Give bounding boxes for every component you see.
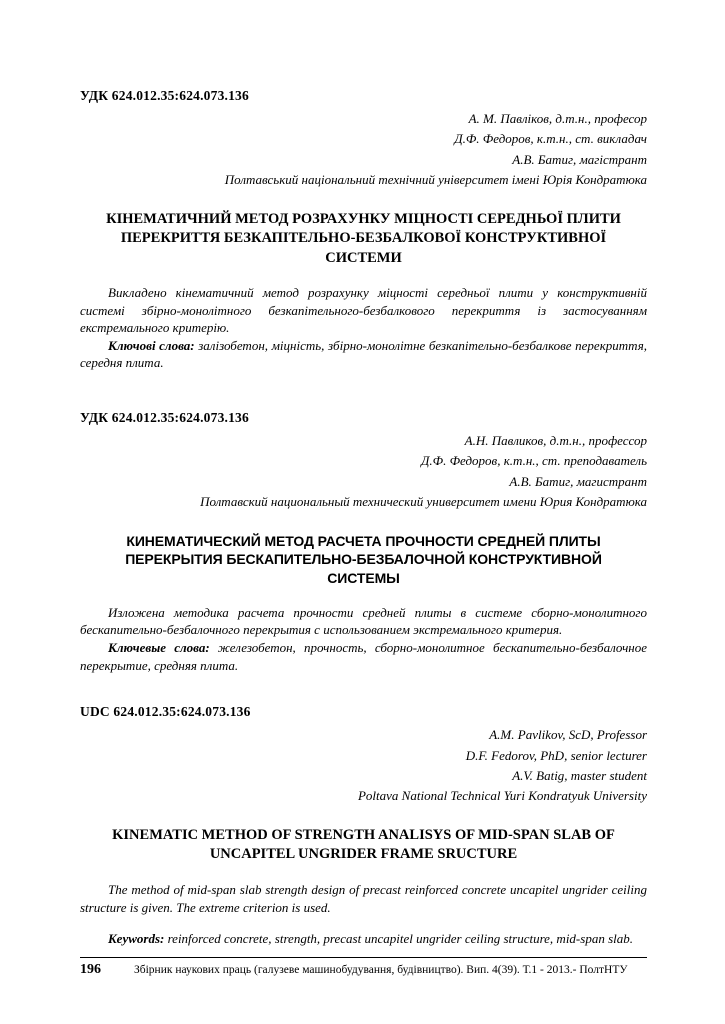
abstract-english: The method of mid-span slab strength design of precast reinforced concrete uncapitel ungrider ceiling structure is given. The extreme criterion is used.: [80, 881, 647, 915]
page-footer: [80, 957, 647, 978]
keywords-text-english: reinforced concrete, strength, precast uncapitel ungrider ceiling structure, mid-span slab.: [167, 930, 633, 946]
abstract-russian: Изложена методика расчета прочности средней плиты в системе сборно-монолитного бескапительно-безбалочного перекрытия с использованием экстремального критерия.: [80, 604, 647, 638]
author-line: D.F. Fedorov, PhD, senior lecturer: [465, 747, 647, 763]
section-russian: [80, 410, 647, 674]
udc-line-russian: УДК 624.012.35:624.073.136: [80, 409, 249, 425]
keywords-ukrainian: [80, 337, 647, 372]
affiliation-ukrainian: Полтавський національний технічний університет імені Юрія Кондратюка: [224, 172, 647, 188]
footer-divider: [80, 957, 647, 958]
abstract-ukrainian: Викладено кінематичний метод розрахунку міцності середньої плити у конструктивній системі збірно-монолітного безкапітельного-безбалкового перекриття із застосуванням екстремального критерію.: [80, 285, 647, 336]
affiliation-russian: Полтавский национальный технический университет имени Юрия Кондратюка: [200, 494, 647, 510]
keywords-text-russian: железобетон, прочность, сборно-монолитное бескапительно-безбалочное перекрытие, средняя плита.: [80, 639, 647, 673]
page-number: 196: [80, 962, 101, 977]
keywords-label-ukrainian: Ключові слова:: [108, 337, 195, 353]
article-title-english: KINEMATIC METHOD OF STRENGTH ANALISYS OF MID-SPAN SLAB OF UNCAPITEL UNGRIDER FRAME SRUCTURE: [112, 826, 615, 863]
keywords-russian: [80, 639, 647, 674]
author-line: A.M. Pavlikov, ScD, Professor: [489, 727, 647, 743]
keywords-english: [80, 930, 647, 948]
keywords-label-russian: Ключевые слова:: [108, 639, 210, 655]
section-ukrainian: [80, 88, 647, 372]
keywords-text-ukrainian: залізобетон, міцність, збірно-монолітне безкапітельно-безбалкове перекриття, середня плита.: [80, 337, 647, 371]
footer-citation: Збірник наукових праць (галузеве машинобудування, будівництво). Вип. 4(39). Т.1 - 2013.- ПолтНТУ: [134, 964, 628, 976]
author-line: Д.Ф. Федоров, к.т.н., ст. преподаватель: [421, 453, 647, 469]
author-line: А. М. Павліков, д.т.н., професор: [468, 111, 647, 126]
section-english: [80, 704, 647, 947]
author-line: А.В. Батиг, магістрант: [512, 151, 647, 167]
author-line: А.В. Батиг, магистрант: [509, 473, 647, 489]
author-line: А.Н. Павликов, д.т.н., профессор: [464, 432, 647, 448]
affiliation-english: Poltava National Technical Yuri Kondratyuk University: [357, 788, 647, 804]
udc-line-ukrainian: УДК 624.012.35:624.073.136: [80, 88, 249, 103]
author-line: A.V. Batig, master student: [512, 767, 647, 783]
section-spacer: [80, 372, 647, 410]
article-title-russian: КИНЕМАТИЧЕСКИЙ МЕТОД РАСЧЕТА ПРОЧНОСТИ СРЕДНЕЙ ПЛИТЫ ПЕРЕКРЫТИЯ БЕСКАПИТЕЛЬНО-БЕЗБАЛОЧНОЙ КОНСТРУКТИВНОЙ СИСТЕМЫ: [125, 532, 602, 587]
footer-row: [80, 962, 647, 978]
article-title-ukrainian: КІНЕМАТИЧНИЙ МЕТОД РОЗРАХУНКУ МІЦНОСТІ СЕРЕДНЬОЇ ПЛИТИ ПЕРЕКРИТТЯ БЕЗКАПІТЕЛЬНО-БЕЗБАЛКОВОЇ КОНСТРУКТИВНОЇ СИСТЕМИ: [106, 210, 621, 266]
author-line: Д.Ф. Федоров, к.т.н., ст. викладач: [454, 131, 647, 147]
udc-line-english: UDC 624.012.35:624.073.136: [80, 704, 251, 720]
keywords-label-english: Keywords:: [108, 930, 165, 946]
section-spacer: [80, 674, 647, 704]
